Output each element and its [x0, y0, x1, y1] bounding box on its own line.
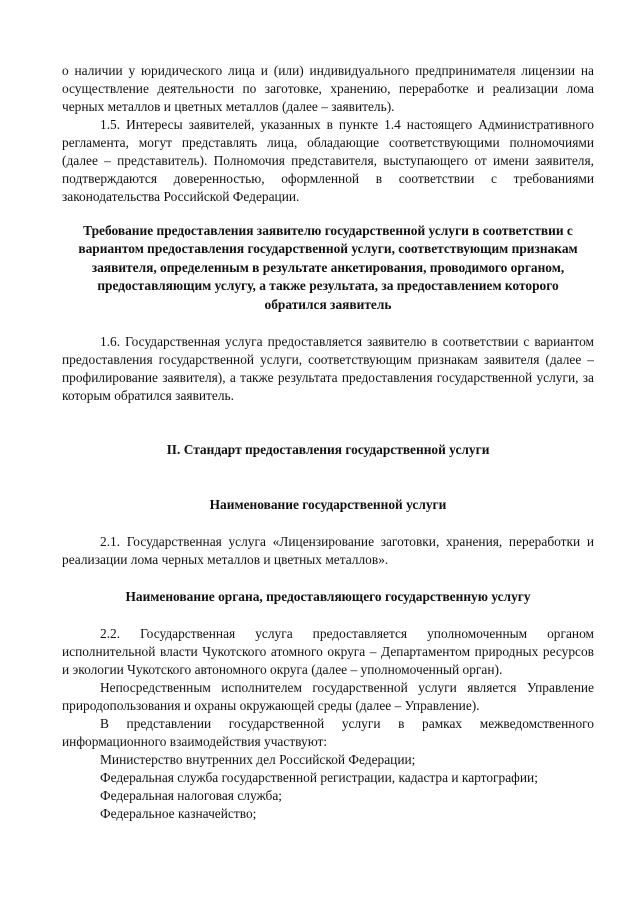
- heading-requirement: Требование предоставления заявителю государственной услуги в соответствии с вариантом предоставления государственной услуги, соответствующим признакам заявителя, определенным в результате анкетирования, проводимого органом, предоставляющим услугу, а также результата, за предоставлением которого обратился заявитель: [78, 223, 578, 312]
- paragraph-interagency: В представлении государственной услуги в рамках межведомственного информационного взаимодействия участвуют:: [62, 716, 594, 750]
- section-2-title: II. Стандарт предоставления государственной услуги: [166, 442, 490, 458]
- list-item: Федеральное казначейство;: [100, 806, 257, 822]
- paragraph-1-5: 1.5. Интересы заявителей, указанных в пункте 1.4 настоящего Административного регламента, могут представлять лица, обладающие соответствующими полномочиями (далее – представитель). Полномочия представителя, выступающего от имени заявителя, подтверждаются доверенностью, оформленной в соответствии с требованиями законодательства Российской Федерации.: [62, 117, 594, 204]
- list-item: Федеральная налоговая служба;: [100, 788, 283, 804]
- paragraph-2-1: 2.1. Государственная услуга «Лицензирование заготовки, хранения, переработки и реализации лома черных металлов и цветных металлов».: [62, 533, 594, 567]
- document-page: [62, 62, 594, 823]
- paragraph-1-6: 1.6. Государственная услуга предоставляется заявителю в соответствии с вариантом предоставления государственной услуги, соответствующим признакам заявителя (далее – профилирование заявителя), а также результата предоставления государственной услуги, за которым обратился заявитель.: [62, 334, 594, 404]
- list-item: Министерство внутренних дел Российской Федерации;: [100, 752, 416, 768]
- heading-body-name: Наименование органа, предоставляющего государственную услугу: [125, 588, 531, 604]
- paragraph-executor: Непосредственным исполнителем государственной услуги является Управление природопользования и охраны окружающей среды (далее – Управление).: [62, 680, 594, 714]
- list-item: Федеральная служба государственной регистрации, кадастра и картографии;: [100, 770, 538, 786]
- paragraph-2-2: 2.2. Государственная услуга предоставляется уполномоченным органом исполнительной власти Чукотского атомного округа – Департаментом природных ресурсов и экологии Чукотского автономного округа (далее – уполномоченный орган).: [62, 626, 594, 678]
- participants-list: [62, 751, 594, 823]
- heading-service-name: Наименование государственной услуги: [209, 497, 447, 513]
- paragraph-1-4-tail: о наличии у юридического лица и (или) индивидуального предпринимателя лицензии на осуществление деятельности по заготовке, хранению, переработке и реализации лома черных металлов и цветных металлов (далее – заявитель).: [62, 63, 594, 114]
